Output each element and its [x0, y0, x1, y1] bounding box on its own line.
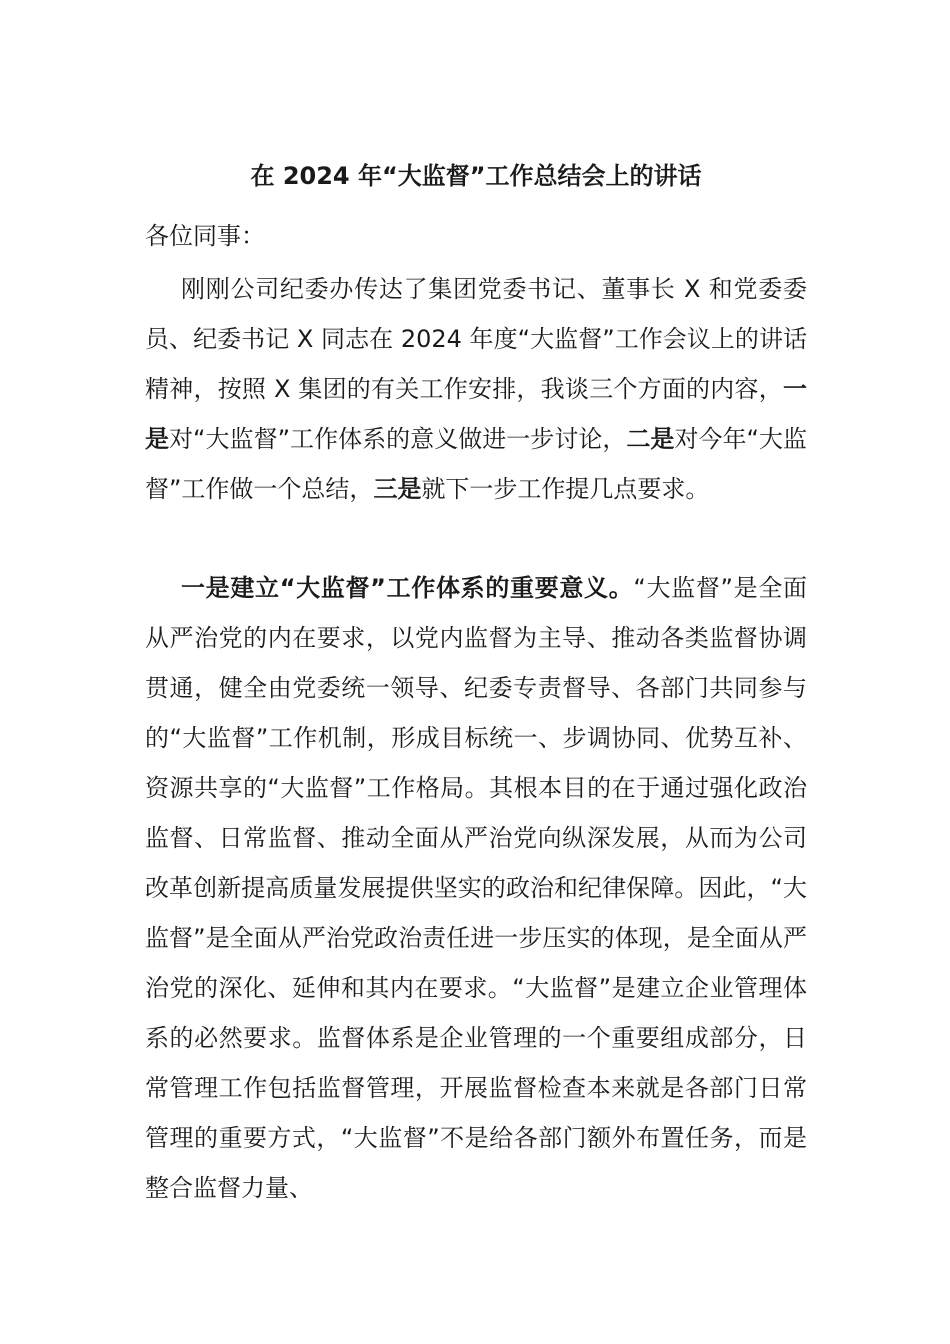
paragraph-intro-text-2: 对“大监督”工作体系的意义做进一步讨论，	[169, 425, 627, 453]
salutation: 各位同事：	[145, 222, 265, 250]
paragraph-intro-text-3: 对今年“大监督”工作做一个总结，	[145, 425, 808, 503]
section-one-heading: 一是建立“大监督”工作体系的重要意义。	[181, 574, 634, 602]
point-one-label: 一是	[145, 375, 807, 453]
paragraph-intro-text-1: 刚刚公司纪委办传达了集团党委书记、董事长 X 和党委委员、纪委书记 X 同志在 2024 年度“大监督”工作会议上的讲话精神，按照 X 集团的有关工作安排，我谈三个方面的内容，	[145, 275, 807, 403]
paragraph-section-one	[145, 563, 807, 1213]
section-one-body: “大监督”是全面从严治党的内在要求，以党内监督为主导、推动各类监督协调贯通，健全由党委统一领导、纪委专责督导、各部门共同参与的“大监督”工作机制，形成目标统一、步调协同、优势互补、资源共享的“大监督”工作格局。其根本目的在于通过强化政治监督、日常监督、推动全面从严治党向纵深发展，从而为公司改革创新提高质量发展提供坚实的政治和纪律保障。因此，“大监督”是全面从严治党政治责任进一步压实的体现，是全面从严治党的深化、延伸和其内在要求。“大监督”是建立企业管理体系的必然要求。监督体系是企业管理的一个重要组成部分，日常管理工作包括监督管理，开展监督检查本来就是各部门日常管理的重要方式，“大监督”不是给各部门额外布置任务，而是整合监督力量、	[145, 574, 808, 1202]
paragraph-intro-text-4: 就下一步工作提几点要求。	[421, 475, 710, 503]
point-three-label: 三是	[373, 475, 422, 503]
document-title: 在 2024 年“大监督”工作总结会上的讲话	[250, 162, 702, 190]
paragraph-intro	[145, 264, 807, 514]
point-two-label: 二是	[626, 425, 675, 453]
